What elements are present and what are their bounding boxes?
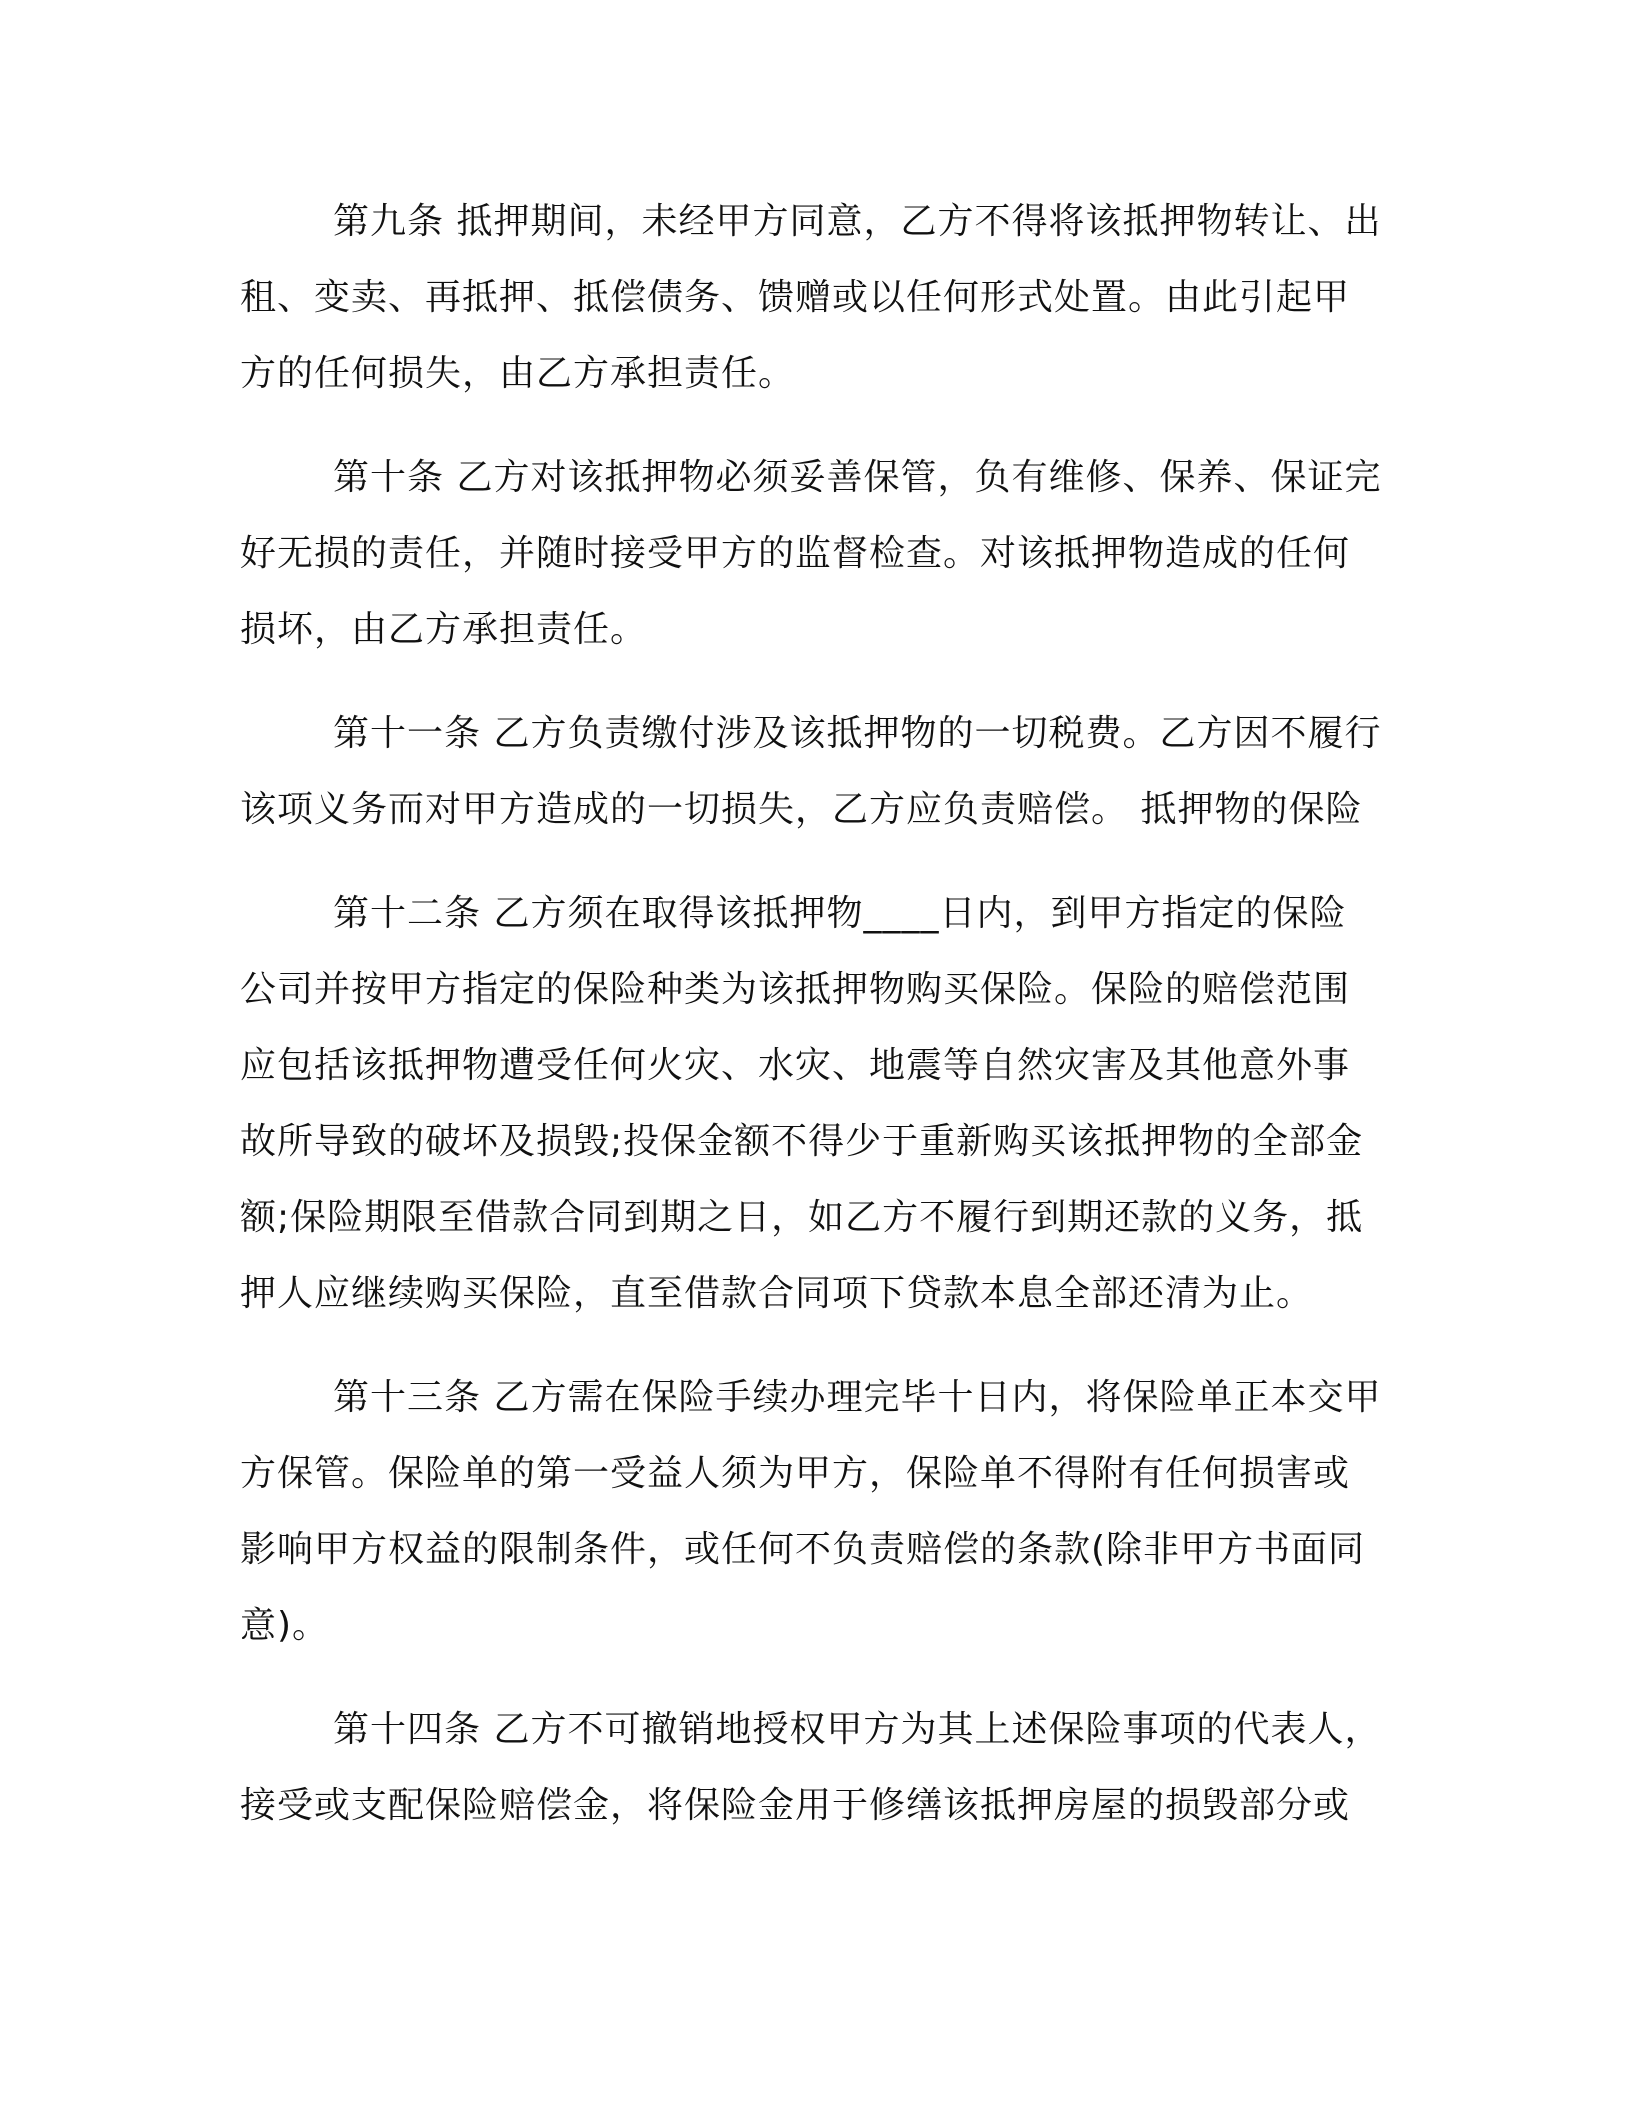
clause-line: 损坏，由乙方承担责任。 <box>240 609 648 650</box>
clause-12 <box>240 876 1400 1332</box>
clause-14 <box>240 1692 1400 1844</box>
clause-line: 第十一条 乙方负责缴付涉及该抵押物的一切税费。乙方因不履行 <box>333 713 1382 754</box>
clause-line: 意)。 <box>240 1605 330 1646</box>
clause-line: 接受或支配保险赔偿金，将保险金用于修缮该抵押房屋的损毁部分或 <box>240 1785 1351 1826</box>
clause-9 <box>240 184 1400 412</box>
clause-line: 第十二条 乙方须在取得该抵押物____日内，到甲方指定的保险 <box>333 893 1347 934</box>
clause-line: 应包括该抵押物遭受任何火灾、水灾、地震等自然灾害及其他意外事 <box>240 1045 1351 1086</box>
clause-10 <box>240 440 1400 668</box>
clause-line: 第九条 抵押期间，未经甲方同意，乙方不得将该抵押物转让、出 <box>333 201 1382 242</box>
clause-line: 影响甲方权益的限制条件，或任何不负责赔偿的条款(除非甲方书面同 <box>240 1529 1366 1570</box>
clause-line: 额;保险期限至借款合同到期之日，如乙方不履行到期还款的义务，抵 <box>240 1197 1364 1238</box>
clause-line: 该项义务而对甲方造成的一切损失，乙方应负责赔偿。 抵押物的保险 <box>240 789 1363 830</box>
clause-line: 租、变卖、再抵押、抵偿债务、馈赠或以任何形式处置。由此引起甲 <box>240 277 1351 318</box>
clause-line: 方的任何损失，由乙方承担责任。 <box>240 353 796 394</box>
clause-13 <box>240 1360 1400 1664</box>
clause-line: 第十四条 乙方不可撤销地授权甲方为其上述保险事项的代表人， <box>333 1709 1382 1750</box>
clause-line: 方保管。保险单的第一受益人须为甲方，保险单不得附有任何损害或 <box>240 1453 1351 1494</box>
clause-line: 第十条 乙方对该抵押物必须妥善保管，负有维修、保养、保证完 <box>333 457 1382 498</box>
clause-line: 公司并按甲方指定的保险种类为该抵押物购买保险。保险的赔偿范围 <box>240 969 1351 1010</box>
clause-line: 押人应继续购买保险，直至借款合同项下贷款本息全部还清为止。 <box>240 1273 1314 1314</box>
document-page <box>240 184 1400 1872</box>
clause-line: 第十三条 乙方需在保险手续办理完毕十日内，将保险单正本交甲 <box>333 1377 1382 1418</box>
clause-11 <box>240 696 1400 848</box>
clause-line: 故所导致的破坏及损毁;投保金额不得少于重新购买该抵押物的全部金 <box>240 1121 1364 1162</box>
clause-line: 好无损的责任，并随时接受甲方的监督检查。对该抵押物造成的任何 <box>240 533 1351 574</box>
